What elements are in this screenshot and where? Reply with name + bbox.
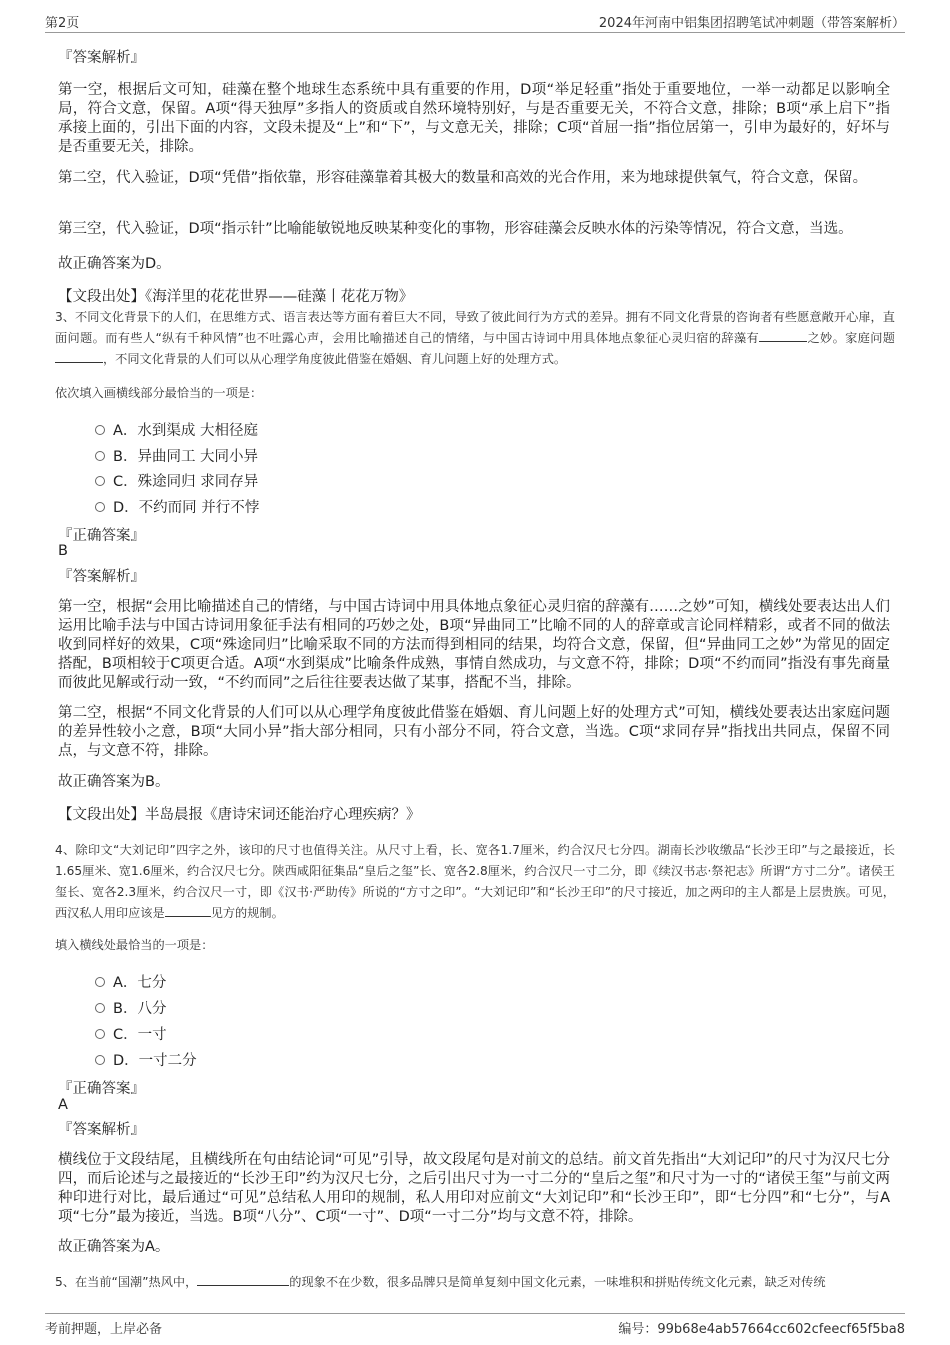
analysis-label: 『答案解析』 <box>58 569 145 585</box>
answer-conclusion: 故正确答案为B。 <box>58 774 170 790</box>
radio-icon[interactable] <box>95 502 105 512</box>
correct-answer-label: 『正确答案』 <box>58 1081 145 1097</box>
page-footer <box>45 1313 905 1336</box>
analysis-paragraph: 第二空，代入验证，D项“凭借”指依靠，形容硅藻靠着其极大的数量和高效的光合作用，来为地球提供氧气，符合文意，保留。 <box>58 170 868 186</box>
answer-conclusion: 故正确答案为A。 <box>58 1239 170 1255</box>
question-stem: 3、不同文化背景下的人们，在思维方式、语言表达等方面有着巨大不同，导致了彼此间行为方式的差异。拥有不同文化背景的咨询者有些愿意敞开心扉，直面问题。而有些人“纵有千种风情”也不吐露心声，会用比喻描述自己的情绪，与中国古诗词中用具体地点象征心灵归宿的辞藻有 之妙。家庭问题，不同文化背景的人们可以从心理学角度彼此借鉴在婚姻、育儿问题上好的处理方式。 <box>55 310 895 366</box>
analysis-label: 『答案解析』 <box>58 1122 145 1138</box>
option-c[interactable]: C．一寸 <box>95 1023 167 1044</box>
analysis-label: 『答案解析』 <box>58 50 145 66</box>
radio-icon[interactable] <box>95 425 105 435</box>
option-d[interactable]: D．不约而同 并行不悖 <box>95 496 259 517</box>
footer-slogan: 考前押题，上岸必备 <box>45 1322 163 1337</box>
radio-icon[interactable] <box>95 1003 105 1013</box>
question-prompt: 填入横线处最恰当的一项是： <box>55 938 214 952</box>
fill-blank <box>55 362 103 363</box>
fill-blank <box>759 341 807 342</box>
analysis-paragraph: 第一空，根据“会用比喻描述自己的情绪，与中国古诗词中用具体地点象征心灵归宿的辞藻有……之妙”可知，横线处要表达出人们运用比喻手法与中国古诗词用象征手法有相同的巧妙之处，B项“异曲同工”比喻不同的人的辞章或言论同样精彩，或者不同的做法收到同样好的效果，C项“殊途同归”比喻采取不同的方法而得到相同的结果，均符合文意，保留，但“异曲同工之妙”为常见的固定搭配，B项相较于C项更合适。A项“水到渠成”比喻条件成熟，事情自然成功，与文意不符，排除；D项“不约而同”指没有事先商量而彼此见解或行动一致，“不约而同”之后往往要表达做了某事，搭配不当，排除。 <box>58 599 890 691</box>
option-c[interactable]: C．殊途同归 求同存异 <box>95 470 258 491</box>
source-citation: 【文段出处】半岛晨报《唐诗宋词还能治疗心理疾病？》 <box>58 807 421 823</box>
radio-icon[interactable] <box>95 476 105 486</box>
question-stem: 4、除印文“大刘记印”四字之外，该印的尺寸也值得关注。从尺寸上看，长、宽各1.7厘米，约合汉尺七分四。湖南长沙收缴品“长沙王印”与之最接近，长1.65厘米、宽1.6厘米，约合汉尺七分。陕西咸阳征集品“皇后之玺”长、宽各2.8厘米，约合汉尺一寸二分，即《续汉书志·祭祀志》所谓“方寸二分”。诸侯王玺长、宽各2.3厘米，约合汉尺一寸，即《汉书·严助传》所说的“方寸之印”。“大刘记印”和“长沙王印”的尺寸接近，加之两印的主人都是上层贵族。可见，西汉私人用印应该是 见方的规制。 <box>55 843 895 920</box>
source-citation: 【文段出处】《海洋里的花花世界——硅藻丨花花万物》 <box>58 289 414 305</box>
document-id: 编号：99b68e4ab57664cc602cfeecf65f5ba8 <box>618 1322 905 1337</box>
document-title: 2024年河南中铝集团招聘笔试冲刺题（带答案解析） <box>598 16 905 31</box>
analysis-paragraph: 第三空，代入验证，D项“指示针”比喻能敏锐地反映某种变化的事物，形容硅藻会反映水体的污染等情况，符合文意，当选。 <box>58 221 853 237</box>
analysis-paragraph: 第二空，根据“不同文化背景的人们可以从心理学角度彼此借鉴在婚姻、育儿问题上好的处理方式”可知，横线处要表达出家庭问题的差异性较小之意，B项“大同小异”指大部分相同，只有小部分不同，符合文意，当选。C项“求同存异”指找出共同点，保留不同点，与文意不符，排除。 <box>58 705 890 759</box>
radio-icon[interactable] <box>95 1029 105 1039</box>
question-stem: 5、在当前“国潮”热风中， 的现象不在少数，很多品牌只是简单复刻中国文化元素，一味堆积和拼贴传统文化元素，缺乏对传统 <box>55 1275 826 1289</box>
answer-conclusion: 故正确答案为D。 <box>58 256 171 272</box>
radio-icon[interactable] <box>95 1055 105 1065</box>
correct-answer: A <box>58 1097 68 1113</box>
correct-answer: B <box>58 543 68 559</box>
analysis-paragraph: 横线位于文段结尾，且横线所在句由结论词“可见”引导，故文段尾句是对前文的总结。前文首先指出“大刘记印”的尺寸为汉尺七分四，而后论述与之最接近的“长沙王印”约为汉尺七分，之后引出尺寸为一寸二分的“皇后之玺”和尺寸为一寸的“诸侯王玺”与前文两种印进行对比，最后通过“可见”总结私人用印的规制，私人用印对应前文“大刘记印”和“长沙王印”，即“七分四”和“七分”，与A项“七分”最为接近，当选。B项“八分”、C项“一寸”、D项“一寸二分”均与文意不符，排除。 <box>58 1152 890 1225</box>
option-a[interactable]: A．水到渠成 大相径庭 <box>95 419 258 440</box>
fill-blank <box>197 1285 289 1286</box>
page-header <box>45 12 905 33</box>
option-a[interactable]: A．七分 <box>95 971 166 992</box>
option-b[interactable]: B．八分 <box>95 997 166 1018</box>
radio-icon[interactable] <box>95 977 105 987</box>
option-d[interactable]: D．一寸二分 <box>95 1049 197 1070</box>
option-b[interactable]: B．异曲同工 大同小异 <box>95 445 258 466</box>
question-prompt: 依次填入画横线部分最恰当的一项是： <box>55 386 263 400</box>
fill-blank <box>165 916 211 917</box>
page-number: 第2页 <box>45 16 80 31</box>
radio-icon[interactable] <box>95 451 105 461</box>
correct-answer-label: 『正确答案』 <box>58 528 145 544</box>
analysis-paragraph: 第一空，根据后文可知，硅藻在整个地球生态系统中具有重要的作用，D项“举足轻重”指处于重要地位，一举一动都足以影响全局，符合文意，保留。A项“得天独厚”多指人的资质或自然环境特别好，与是否重要无关，不符合文意，排除；B项“承上启下”指承接上面的，引出下面的内容，文段未提及“上”和“下”，与文意无关，排除；C项“首屈一指”指位居第一，引申为最好的，好坏与是否重要无关，排除。 <box>58 82 890 155</box>
